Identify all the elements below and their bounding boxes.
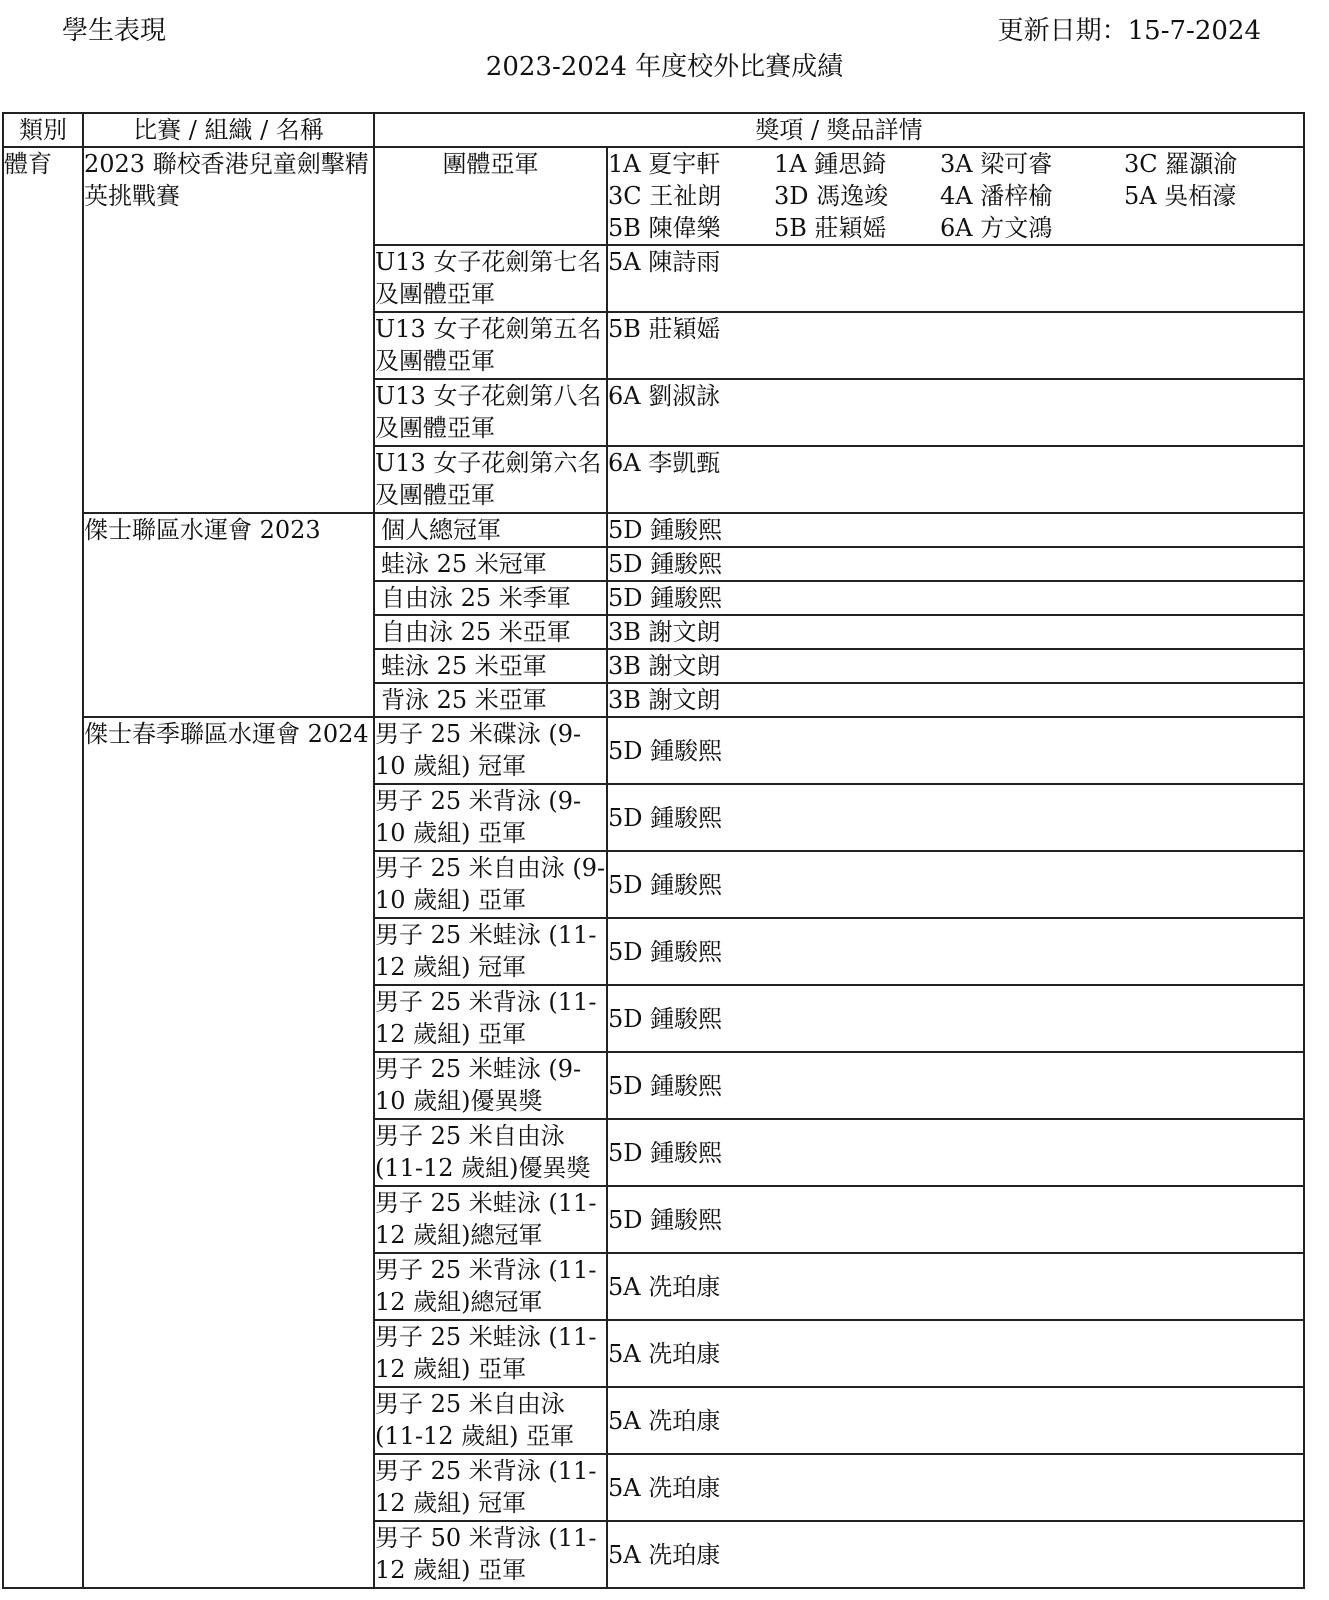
winner-cell: 6A 劉淑詠 [607,379,1304,446]
winner-cell: 5A 冼珀康 [607,1454,1304,1521]
member-name: 3C 羅灝渝 [1124,150,1238,178]
competition-swim-2023: 傑士聯區水運會 2023 [83,513,374,717]
winner-cell: 5D 鍾駿熙 [607,513,1304,547]
winner-cell: 5A 冼珀康 [607,1253,1304,1320]
award-cell: 男子 25 米碟泳 (9-10 歲組) 冠軍 [374,717,607,784]
award-cell: 男子 25 米自由泳 (11-12 歲組)優異獎 [374,1119,607,1186]
header-awards: 獎項 / 獎品詳情 [374,113,1304,147]
winner-cell: 5D 鍾駿熙 [607,918,1304,985]
award-cell: 蛙泳 25 米亞軍 [374,649,607,683]
award-cell: 自由泳 25 米季軍 [374,581,607,615]
page-title: 2023-2024 年度校外比賽成績 [485,52,844,82]
award-cell: U13 女子花劍第七名及團體亞軍 [374,245,607,312]
table-row [3,717,1304,784]
award-cell: 男子 25 米蛙泳 (11-12 歲組) 亞軍 [374,1320,607,1387]
winner-cell: 6A 李凱甄 [607,446,1304,513]
award-cell: 男子 25 米自由泳 (9-10 歲組) 亞軍 [374,851,607,918]
award-cell: 男子 25 米背泳 (11-12 歲組) 亞軍 [374,985,607,1052]
competition-fencing: 2023 聯校香港兒童劍擊精英挑戰賽 [83,147,374,513]
winner-cell: 5A 冼珀康 [607,1320,1304,1387]
award-cell: 男子 25 米自由泳 (11-12 歲組) 亞軍 [374,1387,607,1454]
member-name: 5B 莊穎媱 [774,214,887,242]
award-cell: 蛙泳 25 米冠軍 [374,547,607,581]
award-cell: 男子 50 米背泳 (11-12 歲組) 亞軍 [374,1521,607,1588]
member-name: 4A 潘梓榆 [940,182,1053,210]
winner-cell: 3B 謝文朗 [607,615,1304,649]
winner-cell: 3B 謝文朗 [607,649,1304,683]
winner-cell: 5D 鍾駿熙 [607,784,1304,851]
winner-cell: 5D 鍾駿熙 [607,1119,1304,1186]
winner-cell: 5A 陳詩雨 [607,245,1304,312]
award-cell: 個人總冠軍 [374,513,607,547]
winner-cell: 5D 鍾駿熙 [607,1052,1304,1119]
update-date: 更新日期：15-7-2024 [997,16,1261,46]
section-title: 學生表現 [62,16,167,46]
award-cell: 男子 25 米背泳 (11-12 歲組)總冠軍 [374,1253,607,1320]
award-cell: 男子 25 米背泳 (9-10 歲組) 亞軍 [374,784,607,851]
member-name: 1A 鍾思錡 [774,150,887,178]
member-name: 3C 王祉朗 [608,182,722,210]
award-cell: 男子 25 米蛙泳 (11-12 歲組)總冠軍 [374,1186,607,1253]
header-category: 類別 [3,113,83,147]
winner-cell: 5D 鍾駿熙 [607,581,1304,615]
member-name: 3D 馮逸竣 [774,182,889,210]
member-name: 5A 吳栢濠 [1124,182,1237,210]
winner-cell: 5D 鍾駿熙 [607,1186,1304,1253]
winner-cell: 5D 鍾駿熙 [607,547,1304,581]
category-cell: 體育 [3,147,83,1588]
award-cell: U13 女子花劍第六名及團體亞軍 [374,446,607,513]
award-cell: 男子 25 米蛙泳 (11-12 歲組) 冠軍 [374,918,607,985]
member-name: 1A 夏宇軒 [608,150,721,178]
table-row [3,513,1304,547]
results-table [2,112,1305,1589]
header-competition: 比賽 / 組織 / 名稱 [83,113,374,147]
winner-cell: 3B 謝文朗 [607,683,1304,717]
competition-swim-2024: 傑士春季聯區水運會 2024 [83,717,374,1588]
award-cell: U13 女子花劍第八名及團體亞軍 [374,379,607,446]
winner-cell: 5B 莊穎媱 [607,312,1304,379]
winner-cell: 5D 鍾駿熙 [607,851,1304,918]
award-cell: 背泳 25 米亞軍 [374,683,607,717]
member-name: 3A 梁可睿 [940,150,1053,178]
award-cell: 自由泳 25 米亞軍 [374,615,607,649]
award-cell: 男子 25 米蛙泳 (9-10 歲組)優異獎 [374,1052,607,1119]
award-cell: U13 女子花劍第五名及團體亞軍 [374,312,607,379]
winner-cell: 5A 冼珀康 [607,1521,1304,1588]
award-cell: 男子 25 米背泳 (11-12 歲組) 冠軍 [374,1454,607,1521]
winner-cell: 5D 鍾駿熙 [607,985,1304,1052]
team-members [607,147,1304,245]
award-cell: 團體亞軍 [374,147,607,245]
winner-cell: 5A 冼珀康 [607,1387,1304,1454]
member-name: 5B 陳偉樂 [608,214,721,242]
member-name: 6A 方文鴻 [940,214,1053,242]
winner-cell: 5D 鍾駿熙 [607,717,1304,784]
